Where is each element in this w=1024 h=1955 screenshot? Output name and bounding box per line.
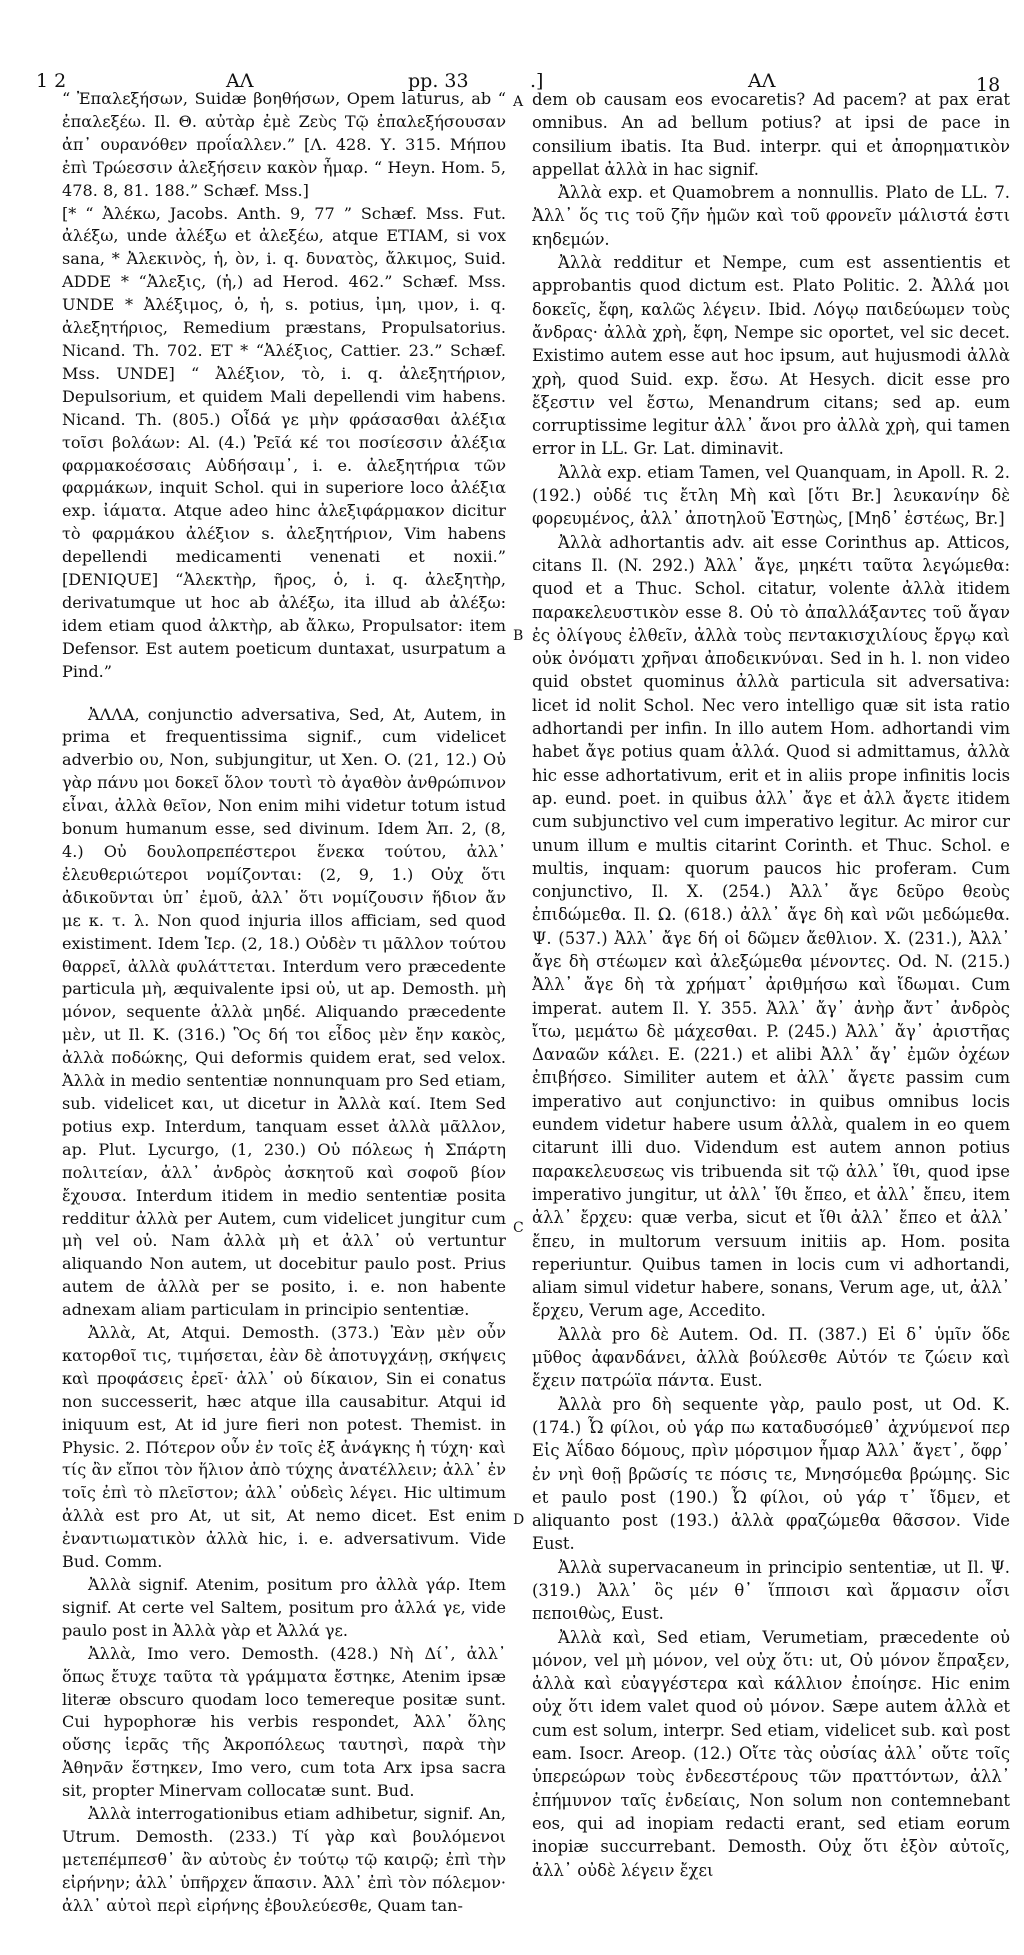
entry-paragraph: Ἀλλὰ exp. et Quamobrem a nonnullis. Plato de LL. 7. Ἀλλ᾿ ὅς τις τοῦ ζῆν ἡμῶν καὶ τοῦ φρονεῖν μάλιστά ἐστι κηδεμών. xyxy=(532,183,1010,249)
entry-paragraph: ἈΛΛΑ, conjunctio adversativa, Sed, At, Autem, in prima et frequentissima signif., cum videlicet adverbio ου, Non, subjungitur, ut Xen. O. (21, 12.) Οὐ γὰρ πάνυ μοι δοκεῖ ὅλον τουτὶ τὸ ἀγαθὸν ἀνθρώπινον εἶναι, ἀλλὰ θεῖον, Non enim mihi videtur totum istud bonum humanum esse, sed divinum. Idem Ἀπ. 2, (8, 4.) Οὐ δουλοπρεπέστεροι ἕνεκα τούτου, ἀλλ᾿ ἐλευθεριώτεροι νομίζονται: (2, 9, 1.) Οὐχ ὅτι ἀδικοῦνται ὑπ᾿ ἐμοῦ, ἀλλ᾿ ὅτι νομίζουσιν ἥδιον ἄν με κ. τ. λ. Non quod injuria illos afficiam, sed quod existiment. Idem Ἱερ. (2, 18.) Οὐδὲν τι μᾶλλον τούτου θαρρεῖ, ἀλλὰ φυλάττεται. Interdum vero præcedente particula μὴ, æquivalente ipsi οὐ, ut ap. Demosth. μὴ μόνον, sequente ἀλλὰ μηδέ. Aliquando præcedente μὲν, ut Il. K. (316.) Ὃς δή τοι εἶδος μὲν ἔην κακὸς, ἀλλὰ ποδώκης, Qui deformis quidem erat, sed velox. Ἀλλὰ in medio sententiæ nonnunquam pro Sed etiam, sub. videlicet και, ut dicetur in Ἀλλὰ καί. Item Sed potius exp. Interdum, tanquam esset ἀλλὰ μᾶλλον, ap. Plut. Lycurgo, (1, 230.) Οὐ πόλεως ἡ Σπάρτη πολιτείαν, ἀλλ᾿ ἀνδρὸς ἀσκητοῦ καὶ σοφοῦ βίον ἔχουσα. Interdum itidem in medio sententiæ posita redditur ἀλλὰ per Autem, cum videlicet jungitur cum μὴ vel οὐ. Nam ἀλλὰ μὴ et ἀλλ᾿ οὐ vertuntur aliquando Non autem, ut docebitur paulo post. Prius autem de ἀλλὰ per se posito, i. e. non habente adnexam aliam particulam in principio sententiæ. xyxy=(62,704,506,1320)
entry-paragraph: Ἀλλὰ pro δὴ sequente γὰρ, paulo post, ut Od. K. (174.) Ὦ φίλοι, οὐ γάρ πω καταδυσόμεθ᾿ ἀχνύμενοί περ Εἰς Ἀΐδαο δόμους, πρὶν μόρσιμον ἦμαρ Ἀλλ᾿ ἄγετ᾿, ὄφρ᾿ ἐν νηὶ θοῇ βρῶσίς τε πόσις τε, Μνησόμεθα βρώμης. Sic et paulo post (190.) Ὦ φίλοι, οὐ γάρ τ᾿ ἴδμεν, et aliquanto post (193.) ἀλλὰ φραζώμεθα θᾶσσον. Vide Eust. xyxy=(532,1394,1010,1554)
entry-paragraph: “ Ἐπαλεξήσων, Suidæ βοηθήσων, Opem laturus, ab “ ἐπαλεξέω. Il. Θ. αὐτὰρ ἐμὲ Ζεὺς Τῷ ἐπαλεξήσουσαν ἀπ᾿ ουρανόθεν προΐαλλεν.” [Λ. 428. Υ. 315. Μήπου ἐπὶ Τρώεσσιν ἀλεξήσειν κακὸν ἦμαρ. “ Heyn. Hom. 5, 478. 8, 81. 188.” Schæf. Mss.] xyxy=(62,89,506,200)
entry-paragraph: Ἀλλὰ, Imo vero. Demosth. (428.) Νὴ Δί᾿, ἀλλ᾿ ὅπως ἔτυχε ταῦτα τὰ γράμματα ἔστηκε, Atenim ipsæ literæ obscuro quodam loco temereque positæ sunt. Cui hypophoræ his verbis respondet, Ἀλλ᾿ ὅλης οὔσης ἱερᾶς τῆς Ἀκροπόλεως ταυτησὶ, παρὰ τὴν Ἀθηνᾶν ἕστηκεν, Imo vero, cum tota Arx ipsa sacra sit, propter Minervam collocatæ sunt. Bud. xyxy=(62,1643,506,1801)
entry-paragraph: Ἀλλὰ supervacaneum in principio sententiæ, ut Il. Ψ. (319.) Ἀλλ᾿ ὃς μέν θ᾿ ἵπποισι καὶ ἅρμασιν οἷσι πεποιθὼς, Eust. xyxy=(532,1557,1010,1624)
entry-paragraph: Ἀλλὰ pro δὲ Autem. Od. Π. (387.) Εἰ δ᾿ ὑμῖν ὅδε μῦθος ἀφανδάνει, ἀλλὰ βούλεσθε Αὐτόν τε ζώειν καὶ ἔχειν πατρώϊα πάντα. Eust. xyxy=(532,1324,1010,1391)
entry-paragraph: Ἀλλὰ καὶ, Sed etiam, Verumetiam, præcedente οὐ μόνον, vel μὴ μόνον, vel οὐχ ὅτι: ut, Οὐ μόνον ἔπραξεν, ἀλλὰ καὶ εὐαγγέστερα καὶ κάλλιον ἐποίησε. Hic enim οὐχ ὅτι idem valet quod οὐ μόνον. Sæpe autem ἀλλὰ et cum est solum, interpr. Sed etiam, videlicet sub. καὶ post eam. Isocr. Areop. (12.) Οἴτε τὰς οὐσίας ἀλλ᾿ οὔτε τοῖς ὑπερεώρων τοὺς ἐνδεεστέρους τῶν πραττόντων, ἀλλ᾿ ἐπήμυνον ταῖς ἐνδείαις, Non solum non contemnebant eos, qui ad inopiam redacti erant, sed etiam eorum inopiæ succurrebant. Demosth. Οὐχ ὅτι ἐξὸν αὐτοῖς, ἀλλ᾿ οὐδὲ λέγειν ἔχει xyxy=(532,1627,1010,1880)
entry-paragraph: dem ob causam eos evocaretis? Ad pacem? at pax erat omnibus. An ad bellum potius? at ipsi de pace in consilium ibatis. Ita Bud. interpr. qui et ἀπορηματικὸν appellat ἀλλὰ in hac signif. xyxy=(532,90,1010,179)
section-marker-c: C xyxy=(513,1220,524,1236)
entry-paragraph: Ἀλλὰ, At, Atqui. Demosth. (373.) Ἐὰν μὲν οὖν κατορθοῖ τις, τιμήσεται, ἐὰν δὲ ἀποτυγχάνῃ, σκήψεις καὶ προφάσεις ἐρεῖ· ἀλλ᾿ οὐ δίκαιον, Sin ei conatus non successerit, hæc atque illa causabitur. Atqui id iniquum est, At id jure fieri non potest. Themist. in Physic. 2. Πότερον οὖν ἐν τοῖς ἐξ ἀνάγκης ἡ τύχη· καὶ τίς ἂν εἴποι τὸν ἥλιον ἀπὸ τύχης ἀνατέλλειν; ἀλλ᾿ ἐν τοῖς ἐπὶ τὸ πλεῖστον; ἀλλ᾿ οὐδεὶς λέγει. Hic ultimum ἀλλὰ est pro At, ut sit, At nemo dicet. Est enim ἐναντιωματικὸν ἀλλὰ hic, i. e. adversativum. Vide Bud. Comm. xyxy=(62,1323,506,1572)
section-marker-b: B xyxy=(513,628,524,644)
section-marker-a: A xyxy=(513,94,524,110)
bracket-mark: .] xyxy=(530,70,544,92)
running-head-left: ΑΛ xyxy=(226,70,254,92)
entry-paragraph: Ἀλλὰ interrogationibus etiam adhibetur, signif. An, Utrum. Demosth. (233.) Τί γὰρ καὶ βουλόμενοι μετεπέμπεσθ᾿ ἂν αὐτοὺς ἐν τούτῳ τῷ καιρῷ; ἐπὶ τὴν εἰρήνην; ἀλλ᾿ ὑπῆρχεν ἅπασιν. Ἀλλ᾿ ἐπὶ τὸν πόλεμον· ἀλλ᾿ αὐτοὶ περὶ εἰρήνης ἐβουλεύεσθε, Quam tan- xyxy=(62,1804,506,1915)
entry-paragraph: Ἀλλὰ adhortantis adv. ait esse Corinthus ap. Atticos, citans Il. (N. 292.) Ἀλλ᾿ ἄγε, μηκέτι ταῦτα λεγώμεθα: quod et a Thuc. Schol. citatur, volente ἀλλὰ itidem παρακελευστικὸν esse 8. Οὐ τὸ ἀπαλλάξαντες τοῦ ἄγαν ἐς ὀλίγους ἐλθεῖν, ἀλλὰ τοὺς πεντακισχιλίους ἔργῳ καὶ οὐκ ὀνόματι χρῆναι ἀποδεικνύναι. Sed in h. l. non video quid obstet quominus ἀλλὰ particula sit adversativa: licet id nolit Schol. Nec vero intelligo quæ sit ista ratio adhortandi per infin. In illo autem Hom. adhortandi vim habet ἄγε potius quam ἀλλά. Quod si admittamus, ἀλλὰ hic esse adhortativum, erit et in aliis prope infinitis locis ap. eund. poet. in quibus ἀλλ᾿ ἄγε et ἀλλ ἄγετε itidem cum subjunctivo vel cum imperativo legitur. Ac miror cur unum illum e multis citarint Corinth. et Thuc. Schol. e multis, inquam: quorum paucos hic proferam. Cum conjunctivo, Il. X. (254.) Ἀλλ᾿ ἄγε δεῦρο θεοὺς ἐπιδώμεθα. Il. Ω. (618.) ἀλλ᾿ ἄγε δὴ καὶ νῶι μεδώμεθα. Ψ. (537.) Ἀλλ᾿ ἄγε δή οἱ δῶμεν ἄεθλιον. X. (231.), Ἀλλ᾿ ἄγε δὴ στέωμεν καὶ ἀλεξώμεθα μένοντες. Od. N. (215.) Ἀλλ᾿ ἄγε δὴ τὰ χρήματ᾿ ἀριθμήσω καὶ ἴδωμαι. Cum imperat. autem Il. Y. 355. Ἀλλ᾿ ἄγ᾿ ἀνὴρ ἄντ᾿ ἀνδρὸς ἴτω, μεμάτω δὲ μάχεσθαι. P. (245.) Ἀλλ᾿ ἄγ᾿ ἀριστῆας Δαναῶν κάλει. E. (221.) et alibi Ἀλλ᾿ ἄγ᾿ ἐμῶν ὀχέων ἐπιβήσεο. Similiter autem et ἀλλ᾿ ἄγετε passim cum imperativo aut conjunctivo: in quibus omnibus locis eundem videtur habere usum ἀλλὰ, qualem in eo quem citarunt illi duo. Videndum est autem annon potius παρακελευσεως vis tribuenda sit τῷ ἀλλ᾿ ἴθι, quod ipse imperativo jungitur, ut ἀλλ᾿ ἴθι ἔπεο, et ἀλλ᾿ ἔπευ, item ἀλλ᾿ ἔρχευ: quæ verba, sicut et ἴθι ἀλλ᾿ ἔπεο et ἀλλ᾿ ἔπευ, in multorum versuum initiis ap. Hom. posita reperiuntur. Quibus tamen in locis cum vi adhortandi, aliam simul videtur habere, sonans, Verum age, ut, ἀλλ᾿ ἔρχευ, Verum age, Accedito. xyxy=(532,532,1010,1321)
page-number-left: 1 2 xyxy=(36,70,67,92)
left-text-column xyxy=(62,88,506,1918)
page-reference: pp. 33 xyxy=(408,70,469,92)
page-number-right: 18 xyxy=(976,74,1001,96)
right-text-column xyxy=(532,88,1010,1882)
section-marker-d: D xyxy=(513,1512,525,1528)
entry-paragraph: Ἀλλὰ redditur et Nempe, cum est assentientis et approbantis quod dictum est. Plato Politic. 2. Ἀλλά μοι δοκεῖς, ἔφη, καλῶς λέγειν. Ibid. Λόγῳ παιδεύωμεν τοὺς ἄνδρας· ἀλλὰ χρὴ, ἔφη, Nempe sic oportet, vel sic decet. Existimo autem esse aut hoc ipsum, aut hujusmodi ἀλλὰ χρὴ, quod Suid. exp. ἔσω. At Hesych. dicit esse pro ἔξεστιν vel ἔστω, Menandrum citans; sed ap. eum corruptissime legitur ἀλλ᾿ ἄνοι pro ἀλλὰ χρὴ, qui tamen error in LL. Gr. Lat. diminavit. xyxy=(532,253,1010,459)
entry-paragraph: [* “ Ἀλέκω, Jacobs. Anth. 9, 77 ” Schæf. Mss. Fut. ἀλέξω, unde ἀλέξω et ἀλεξέω, atque ETIAM, si vox sana, * Ἀλεκινὸς, ἡ, ὸν, i. q. δυνατὸς, ἄλκιμος, Suid. ADDE * “Ἀλεξις, (ἡ,) ad Herod. 462.” Schæf. Mss. UNDE * Ἀλέξιμος, ὁ, ἡ, s. potius, ἰμη, ιμον, i. q. ἀλεξητήριος, Remedium præstans, Propulsatorius. Nicand. Th. 702. ET * “Ἀλέξιος, Cattier. 23.” Schæf. Mss. UNDE] “ Ἀλέξιον, τὸ, i. q. ἀλεξητήριον, Depulsorium, et quidem Mali depellendi vim habens. Nicand. Th. (805.) Οἶδά γε μὴν φράσασθαι ἀλέξια τοῖσι βολάων: Al. (4.) Ῥεῖά κέ τοι ποσίεσσιν ἀλέξια φαρμακοέσσαις Αὐδήσαιμ᾿, i. e. ἀλεξητήρια τῶν φαρμάκων, inquit Schol. qui in superiore loco ἀλέξια exp. ἰάματα. Atque adeo hinc ἀλεξιφάρμακον dicitur τὸ φαρμάκου ἀλέξιον s. ἀλεξητήριον, Vim habens depellendi medicamenti venenati et noxii.” [DENIQUE] “Ἀλεκτὴρ, ῆρος, ὁ, i. q. ἀλεξητὴρ, derivatumque ut hoc ab ἀλέξω, ita illud ab ἀλέξω: idem etiam quod ἀλκτὴρ, ab ἄλκω, Propulsator: item Defensor. Est autem poeticum duntaxat, usurpatum a Pind.” xyxy=(62,203,506,681)
entry-paragraph: Ἀλλὰ exp. etiam Tamen, vel Quanquam, in Apoll. R. 2. (192.) οὐδέ τις ἔτλη Μὴ καὶ [ὅτι Br.] λευκανίην δὲ φορευμένος, ἀλλ᾿ ἀποτηλοῦ Ἑστηὼς, [Μηδ᾿ ἑστέως, Br.] xyxy=(532,462,1010,529)
running-head-right: ΑΛ xyxy=(748,70,776,92)
entry-paragraph: Ἀλλὰ signif. Atenim, positum pro ἀλλὰ γάρ. Item signif. At certe vel Saltem, positum pro ἀλλά γε, vide paulo post in Ἀλλὰ γὰρ et Ἀλλά γε. xyxy=(62,1575,506,1640)
